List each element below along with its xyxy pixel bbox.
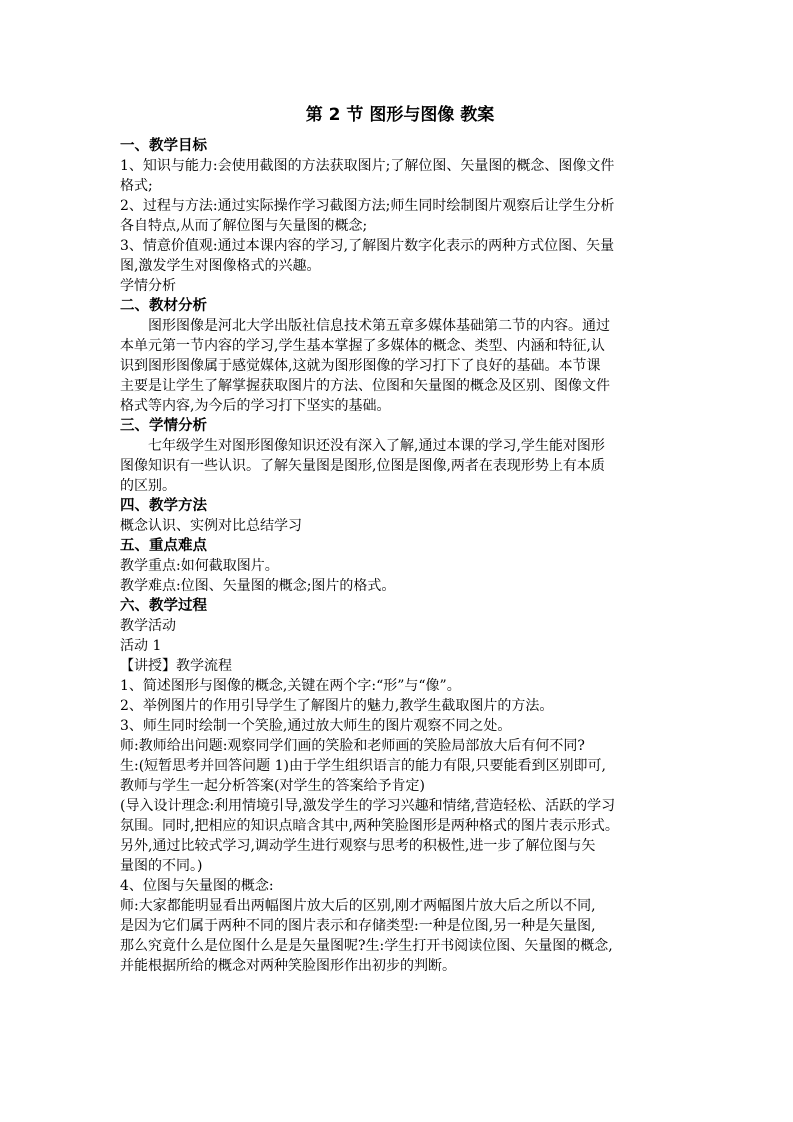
- section-heading-objectives: 一、教学目标: [120, 138, 207, 154]
- paragraph-line: 教师与学生一起分析答案(对学生的答案给予肯定): [120, 778, 425, 794]
- paragraph-line: 图像知识有一些认识。了解矢量图是图形,位图是图像,两者在表现形势上有本质: [120, 458, 605, 474]
- paragraph-line: 学情分析: [120, 278, 176, 294]
- paragraph-line: 概念认识、实例对比总结学习: [120, 518, 302, 534]
- paragraph-line: 七年级学生对图形图像知识还没有深入了解,通过本课的学习,学生能对图形: [148, 438, 605, 454]
- paragraph-line: 教学重点:如何截取图片。: [120, 558, 279, 574]
- paragraph-line: 识到图形图像属于感觉媒体,这就为图形图像的学习打下了良好的基础。本节课: [120, 358, 601, 374]
- paragraph-line: 各自特点,从而了解位图与矢量图的概念;: [120, 218, 368, 234]
- paragraph-line: 本单元第一节内容的学习,学生基本掌握了多媒体的概念、类型、内涵和特征,认: [120, 338, 605, 354]
- paragraph-line: (导入设计理念:利用情境引导,激发学生的学习兴趣和情绪,营造轻松、活跃的学习: [120, 798, 616, 814]
- paragraph-line: 并能根据所给的概念对两种笑脸图形作出初步的判断。: [120, 958, 456, 974]
- paragraph-line: 主要是让学生了解掌握获取图片的方法、位图和矢量图的概念及区别、图像文件: [120, 378, 610, 394]
- section-heading-material-analysis: 二、教材分析: [120, 298, 207, 314]
- paragraph-line: 图,激发学生对图像格式的兴趣。: [120, 258, 321, 274]
- section-heading-teaching-process: 六、教学过程: [120, 598, 207, 614]
- section-heading-student-analysis: 三、学情分析: [120, 418, 207, 434]
- paragraph-line: 3、情意价值观:通过本课内容的学习,了解图片数字化表示的两种方式位图、矢量: [120, 238, 615, 254]
- paragraph-line: 量图的不同。): [120, 858, 203, 874]
- paragraph-line: 生:(短暂思考并回答问题 1)由于学生组织语言的能力有限,只要能看到区别即可,: [120, 758, 606, 774]
- paragraph-line: 师:教师给出问题:观察同学们画的笑脸和老师画的笑脸局部放大后有何不同?: [120, 738, 585, 754]
- paragraph-line: 氛围。同时,把相应的知识点暗含其中,两种笑脸图形是两种格式的图片表示形式。: [120, 818, 619, 834]
- paragraph-line: 另外,通过比较式学习,调动学生进行观察与思考的积极性,进一步了解位图与矢: [120, 838, 596, 854]
- document-page: [120, 102, 680, 976]
- paragraph-line: 那么究竟什么是位图什么是是矢量图呢?生:学生打开书阅读位图、矢量图的概念,: [120, 938, 613, 954]
- paragraph-line: 3、师生同时绘制一个笑脸,通过放大师生的图片观察不同之处。: [120, 718, 512, 734]
- paragraph-line: 2、举例图片的作用引导学生了解图片的魅力,教学生截取图片的方法。: [120, 698, 554, 714]
- paragraph-line: 师:大家都能明显看出两幅图片放大后的区别,刚才两幅图片放大后之所以不同,: [120, 898, 596, 914]
- section-heading-teaching-methods: 四、教学方法: [120, 498, 207, 514]
- paragraph-line: 教学难点:位图、矢量图的概念;图片的格式。: [120, 578, 396, 594]
- section-heading-key-points: 五、重点难点: [120, 538, 207, 554]
- paragraph-line: 4、位图与矢量图的概念:: [120, 878, 274, 894]
- document-title: 第 2 节 图形与图像 教案: [305, 105, 495, 125]
- paragraph-line: 2、过程与方法:通过实际操作学习截图方法;师生同时绘制图片观察后让学生分析: [120, 198, 615, 214]
- paragraph-line: 图形图像是河北大学出版社信息技术第五章多媒体基础第二节的内容。通过: [148, 318, 610, 334]
- paragraph-line: 格式;: [120, 178, 153, 194]
- paragraph-line: 1、知识与能力:会使用截图的方法获取图片;了解位图、矢量图的概念、图像文件: [120, 158, 615, 174]
- paragraph-line: 的区别。: [120, 478, 176, 494]
- paragraph-line: 【讲授】教学流程: [120, 658, 232, 674]
- paragraph-line: 是因为它们属于两种不同的图片表示和存储类型:一种是位图,另一种是矢量图,: [120, 918, 596, 934]
- paragraph-line: 活动 1: [120, 638, 162, 654]
- paragraph-line: 1、简述图形与图像的概念,关键在两个字:“形”与“像”。: [120, 678, 461, 694]
- paragraph-line: 教学活动: [120, 618, 176, 634]
- paragraph-line: 格式等内容,为今后的学习打下坚实的基础。: [120, 398, 391, 414]
